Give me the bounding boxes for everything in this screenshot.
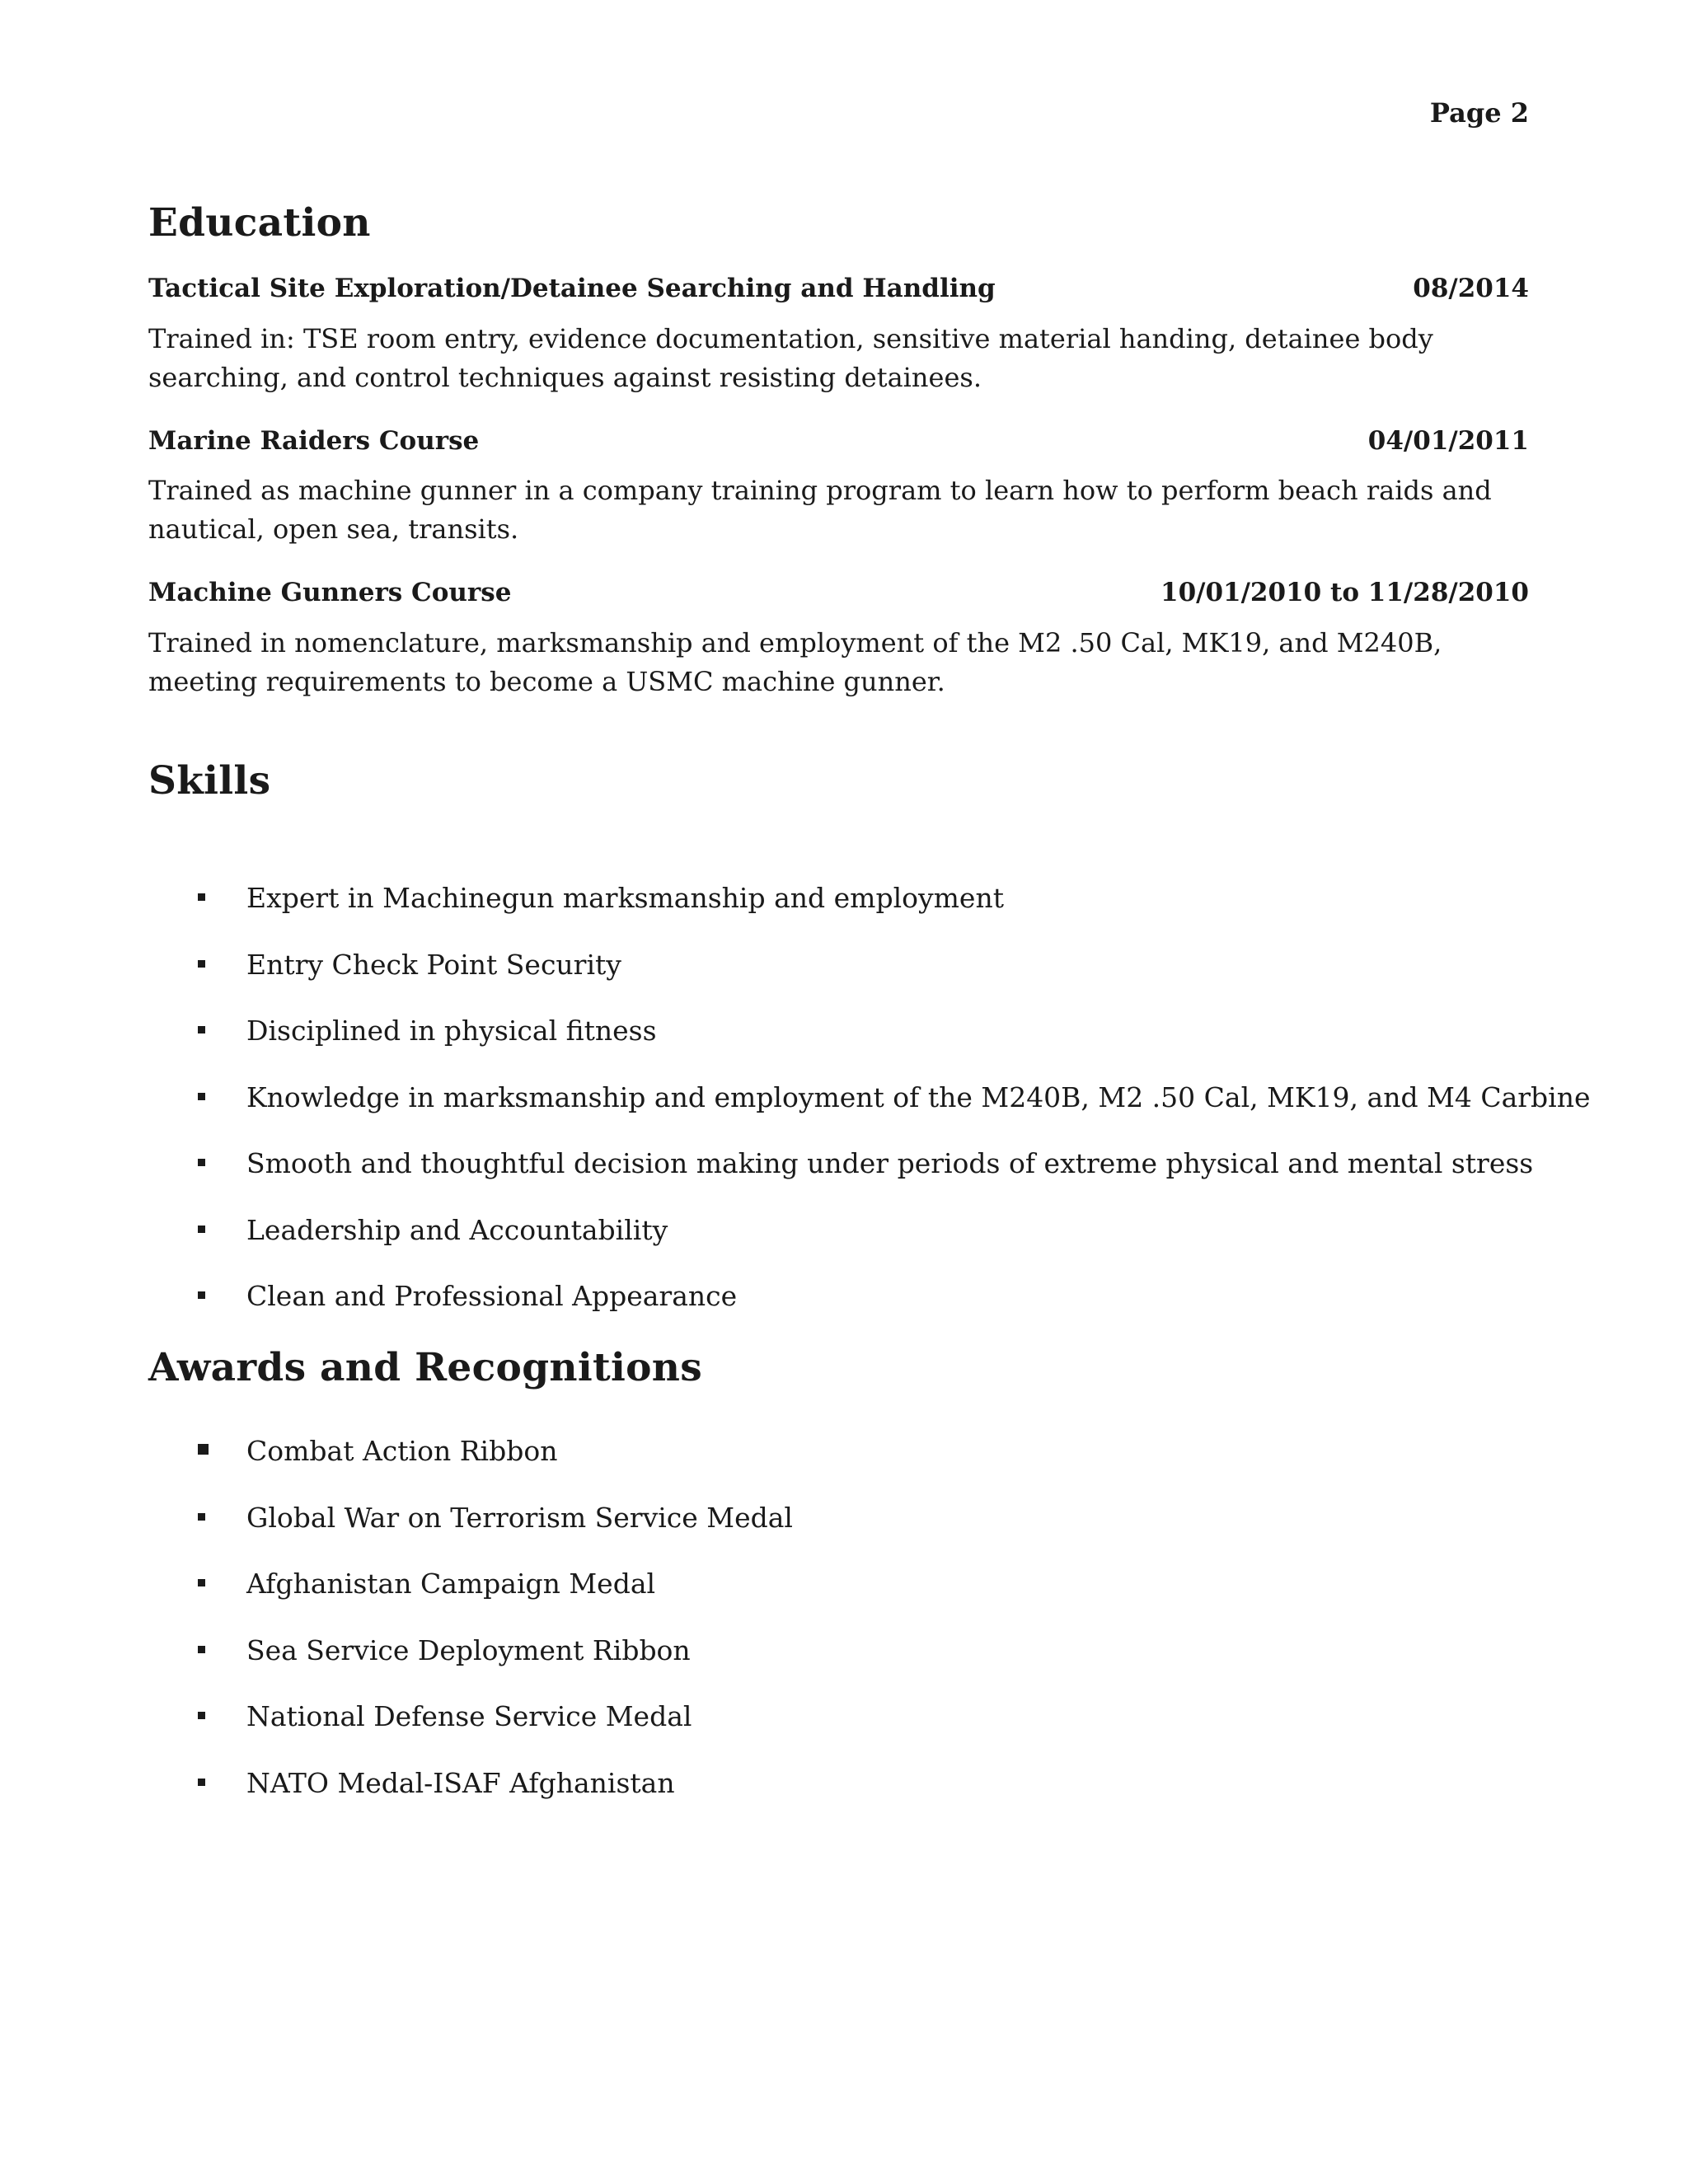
bullet-icon bbox=[198, 1444, 209, 1455]
education-entry-title: Tactical Site Exploration/Detainee Searching and Handling bbox=[148, 274, 996, 303]
education-entry-title: Marine Raiders Course bbox=[148, 426, 480, 456]
education-entry-date: 04/01/2011 bbox=[1367, 426, 1529, 456]
education-entry-title: Machine Gunners Course bbox=[148, 578, 512, 607]
award-text: Sea Service Deployment Ribbon bbox=[246, 1633, 691, 1666]
bullet-icon bbox=[198, 1712, 205, 1719]
skill-text: Leadership and Accountability bbox=[246, 1213, 668, 1246]
education-entry-description: Trained as machine gunner in a company training program to learn how to perform beach raids and nautical, open sea, transits. bbox=[148, 475, 1492, 545]
bullet-icon bbox=[198, 1579, 205, 1586]
bullet-icon bbox=[198, 1291, 205, 1299]
education-entry-description: Trained in nomenclature, marksmanship and employment of the M2 .50 Cal, MK19, and M240B, meeting requirements to become a USMC machine gunner. bbox=[148, 627, 1442, 697]
bullet-icon bbox=[198, 1159, 205, 1166]
bullet-icon bbox=[198, 893, 205, 901]
skill-text: Knowledge in marksmanship and employment of the M240B, M2 .50 Cal, MK19, and M4 Carbine bbox=[246, 1080, 1591, 1113]
education-entry-date: 08/2014 bbox=[1413, 274, 1529, 303]
bullet-icon bbox=[198, 1513, 205, 1521]
skill-text: Entry Check Point Security bbox=[246, 948, 621, 981]
skill-text: Disciplined in physical fitness bbox=[246, 1015, 657, 1047]
page-number: Page 2 bbox=[1429, 97, 1529, 129]
bullet-icon bbox=[198, 1226, 205, 1233]
bullet-icon bbox=[198, 960, 205, 968]
award-text: NATO Medal-ISAF Afghanistan bbox=[246, 1766, 675, 1799]
awards-heading: Awards and Recognitions bbox=[148, 1345, 703, 1390]
bullet-icon bbox=[198, 1093, 205, 1100]
education-entry-description: Trained in: TSE room entry, evidence documentation, sensitive material handing, detainee body searching, and control techniques against resisting detainees. bbox=[148, 323, 1433, 393]
skill-text: Clean and Professional Appearance bbox=[246, 1280, 738, 1312]
education-heading: Education bbox=[148, 200, 371, 246]
bullet-icon bbox=[198, 1646, 205, 1653]
skills-heading: Skills bbox=[148, 758, 271, 804]
award-text: National Defense Service Medal bbox=[246, 1700, 692, 1732]
award-text: Afghanistan Campaign Medal bbox=[246, 1568, 656, 1600]
skill-text: Smooth and thoughtful decision making under periods of extreme physical and mental stress bbox=[246, 1147, 1534, 1179]
award-text: Global War on Terrorism Service Medal bbox=[246, 1501, 793, 1534]
skill-text: Expert in Machinegun marksmanship and employment bbox=[246, 882, 1004, 914]
bullet-icon bbox=[198, 1026, 205, 1033]
education-entry-date: 10/01/2010 to 11/28/2010 bbox=[1160, 578, 1529, 607]
bullet-icon bbox=[198, 1779, 205, 1786]
award-text: Combat Action Ribbon bbox=[246, 1435, 558, 1467]
